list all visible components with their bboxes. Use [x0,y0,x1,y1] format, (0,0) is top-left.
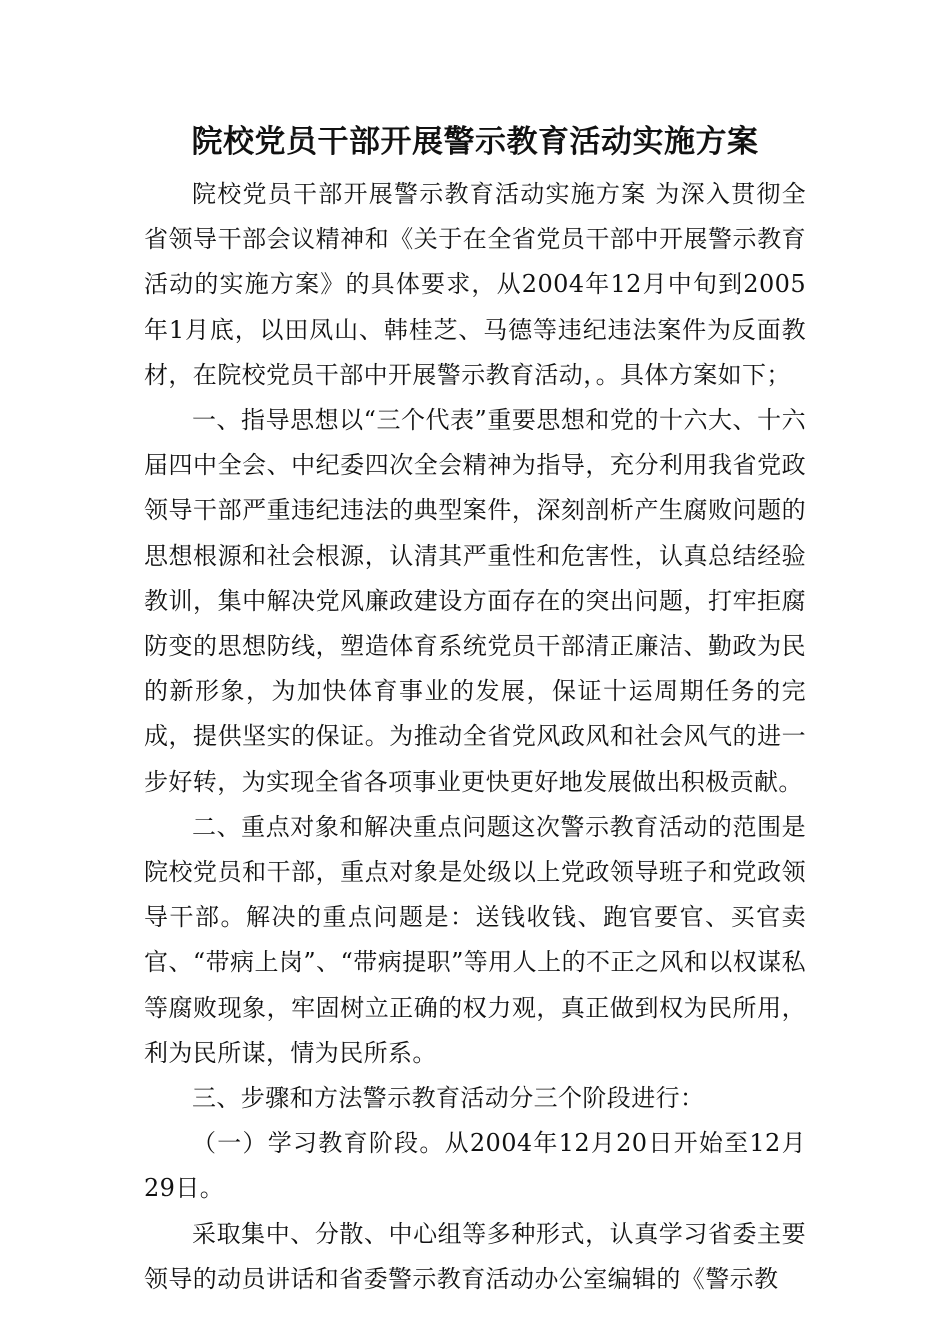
document-title: 院校党员干部开展警示教育活动实施方案 [191,124,759,160]
study-methods-paragraph: 采取集中、分散、中心组等多种形式，认真学习省委主要领导的动员讲话和省委警示教育活动办公室编辑的《警示教 [144,1219,806,1293]
key-targets-paragraph: 二、重点对象和解决重点问题这次警示教育活动的范围是院校党员和干部，重点对象是处级以上党政领导班子和党政领导干部。解决的重点问题是：送钱收钱、跑官要官、买官卖官、“带病上岗”、“带病提职”等用人上的不正之风和以权谋私等腐败现象，牢固树立正确的权力观，真正做到权为民所用，利为民所谋，情为民所系。 [144,812,806,1067]
steps-heading-paragraph: 三、步骤和方法警示教育活动分三个阶段进行： [192,1084,705,1113]
study-phase-paragraph: （一）学习教育阶段。从2004年12月20日开始至12月29日。 [144,1129,806,1203]
guiding-ideology-paragraph: 一、指导思想以“三个代表”重要思想和党的十六大、十六届四中全会、中纪委四次全会精神为指导，充分利用我省党政领导干部严重违纪违法的典型案件，深刻剖析产生腐败问题的思想根源和社会根源，认清其严重性和危害性，认真总结经验教训，集中解决党风廉政建设方面存在的突出问题，打牢拒腐防变的思想防线，塑造体育系统党员干部清正廉洁、勤政为民的新形象，为加快体育事业的发展，保证十运周期任务的完成，提供坚实的保证。为推动全省党风政风和社会风气的进一步好转，为实现全省各项事业更快更好地发展做出积极贡献。 [144,406,806,796]
intro-paragraph: 院校党员干部开展警示教育活动实施方案 为深入贯彻全省领导干部会议精神和《关于在全省党员干部中开展警示教育活动的实施方案》的具体要求，从2004年12月中旬到2005年1月底，以田凤山、韩桂芝、马德等违纪违法案件为反面教材，在院校党员干部中开展警示教育活动，。具体方案如下； [144,180,806,389]
document-page [144,112,806,1302]
